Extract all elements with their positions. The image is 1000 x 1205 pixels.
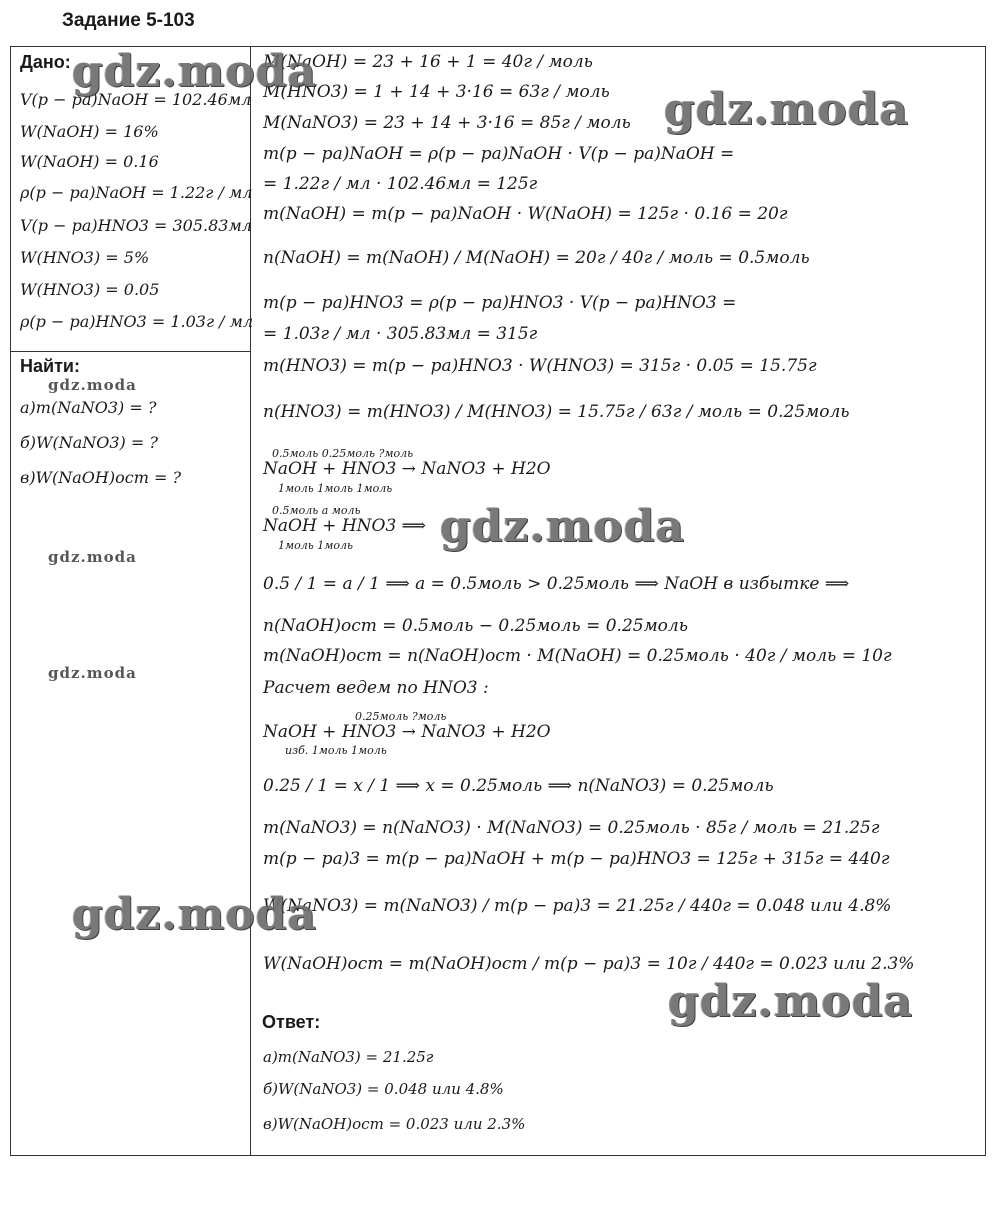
solution-line: n(NaOH) = m(NaOH) / M(NaOH) = 20г / 40г / моль = 0.5моль: [263, 248, 810, 268]
answer-line: а)m(NaNO3) = 21.25г: [263, 1048, 434, 1066]
solution-line: M(NaNO3) = 23 + 14 + 3·16 = 85г / моль: [263, 113, 631, 133]
given-line: W(NaOH) = 16%: [20, 122, 159, 141]
answer-line: в)W(NaOH)ост = 0.023 или 2.3%: [263, 1115, 526, 1133]
solution-line: M(HNO3) = 1 + 14 + 3·16 = 63г / моль: [263, 82, 610, 102]
find-line: б)W(NaNO3) = ?: [20, 433, 158, 452]
reaction-bottom-label: 1моль 1моль: [278, 539, 353, 552]
solution-line: W(NaNO3) = m(NaNO3) / m(p − pa)3 = 21.25г / 440г = 0.048 или 4.8%: [263, 896, 892, 916]
task-title: Задание 5-103: [62, 10, 195, 31]
watermark: gdz.moda: [48, 548, 137, 566]
watermark: gdz.moda: [72, 889, 318, 940]
solution-line: n(HNO3) = m(HNO3) / M(HNO3) = 15.75г / 63г / моль = 0.25моль: [263, 402, 850, 422]
reaction-equation: NaOH + HNO3 → NaNO3 + H2O: [263, 459, 551, 479]
given-line: W(HNO3) = 0.05: [20, 280, 160, 299]
answer-heading: Ответ:: [262, 1012, 321, 1032]
given-heading: Дано:: [20, 52, 71, 72]
watermark: gdz.moda: [440, 501, 686, 552]
solution-line: = 1.03г / мл · 305.83мл = 315г: [263, 324, 538, 344]
watermark: gdz.moda: [48, 376, 137, 394]
solution-line: m(p − pa)3 = m(p − pa)NaOH + m(p − pa)HNO3 = 125г + 315г = 440г: [263, 849, 890, 869]
row-divider: [10, 351, 250, 352]
reaction-top-label: 0.25моль ?моль: [355, 710, 447, 723]
solution-line: m(NaOH)ост = n(NaOH)ост · M(NaOH) = 0.25моль · 40г / моль = 10г: [263, 646, 892, 666]
given-line: V(p − pa)NaOH = 102.46мл: [20, 90, 252, 109]
solution-line: n(NaOH)ост = 0.5моль − 0.25моль = 0.25моль: [263, 616, 688, 636]
solution-line: m(p − pa)HNO3 = ρ(p − pa)HNO3 · V(p − pa)HNO3 =: [263, 293, 737, 313]
reaction-bottom-label: изб. 1моль 1моль: [285, 744, 387, 757]
watermark: gdz.moda: [664, 84, 910, 135]
reaction-top-label: 0.5моль 0.25моль ?моль: [272, 447, 414, 460]
find-line: в)W(NaOH)ост = ?: [20, 468, 182, 487]
solution-line: m(NaOH) = m(p − pa)NaOH · W(NaOH) = 125г · 0.16 = 20г: [263, 204, 788, 224]
answer-line: б)W(NaNO3) = 0.048 или 4.8%: [263, 1080, 504, 1098]
find-line: а)m(NaNO3) = ?: [20, 398, 157, 417]
given-line: W(HNO3) = 5%: [20, 248, 150, 267]
solution-line: m(NaNO3) = n(NaNO3) · M(NaNO3) = 0.25моль · 85г / моль = 21.25г: [263, 818, 880, 838]
solution-line: Расчет ведем по HNO3 :: [263, 678, 489, 698]
solution-line: m(HNO3) = m(p − pa)HNO3 · W(HNO3) = 315г · 0.05 = 15.75г: [263, 356, 817, 376]
reaction-bottom-label: 1моль 1моль 1моль: [278, 482, 393, 495]
find-heading: Найти:: [20, 356, 80, 376]
solution-line: = 1.22г / мл · 102.46мл = 125г: [263, 174, 538, 194]
reaction-equation: NaOH + HNO3 → NaNO3 + H2O: [263, 722, 551, 742]
solution-line: m(p − pa)NaOH = ρ(p − pa)NaOH · V(p − pa)NaOH =: [263, 144, 735, 164]
solution-line: W(NaOH)ост = m(NaOH)ост / m(p − pa)3 = 10г / 440г = 0.023 или 2.3%: [263, 954, 915, 974]
solution-line: M(NaOH) = 23 + 16 + 1 = 40г / моль: [263, 52, 593, 72]
watermark: gdz.moda: [668, 976, 914, 1027]
given-line: V(p − pa)HNO3 = 305.83мл: [20, 216, 252, 235]
solution-line: 0.5 / 1 = a / 1 ⟹ a = 0.5моль > 0.25моль ⟹ NaOH в избытке ⟹: [263, 574, 850, 594]
given-line: ρ(p − pa)HNO3 = 1.03г / мл: [20, 312, 254, 331]
given-line: ρ(p − pa)NaOH = 1.22г / мл: [20, 183, 253, 202]
given-line: W(NaOH) = 0.16: [20, 152, 159, 171]
watermark: gdz.moda: [72, 46, 318, 97]
column-divider: [250, 46, 251, 1156]
watermark: gdz.moda: [48, 664, 137, 682]
reaction-equation: NaOH + HNO3 ⟹: [263, 516, 427, 536]
solution-line: 0.25 / 1 = x / 1 ⟹ x = 0.25моль ⟹ n(NaNO3) = 0.25моль: [263, 776, 774, 796]
reaction-top-label: 0.5моль а моль: [272, 504, 361, 517]
